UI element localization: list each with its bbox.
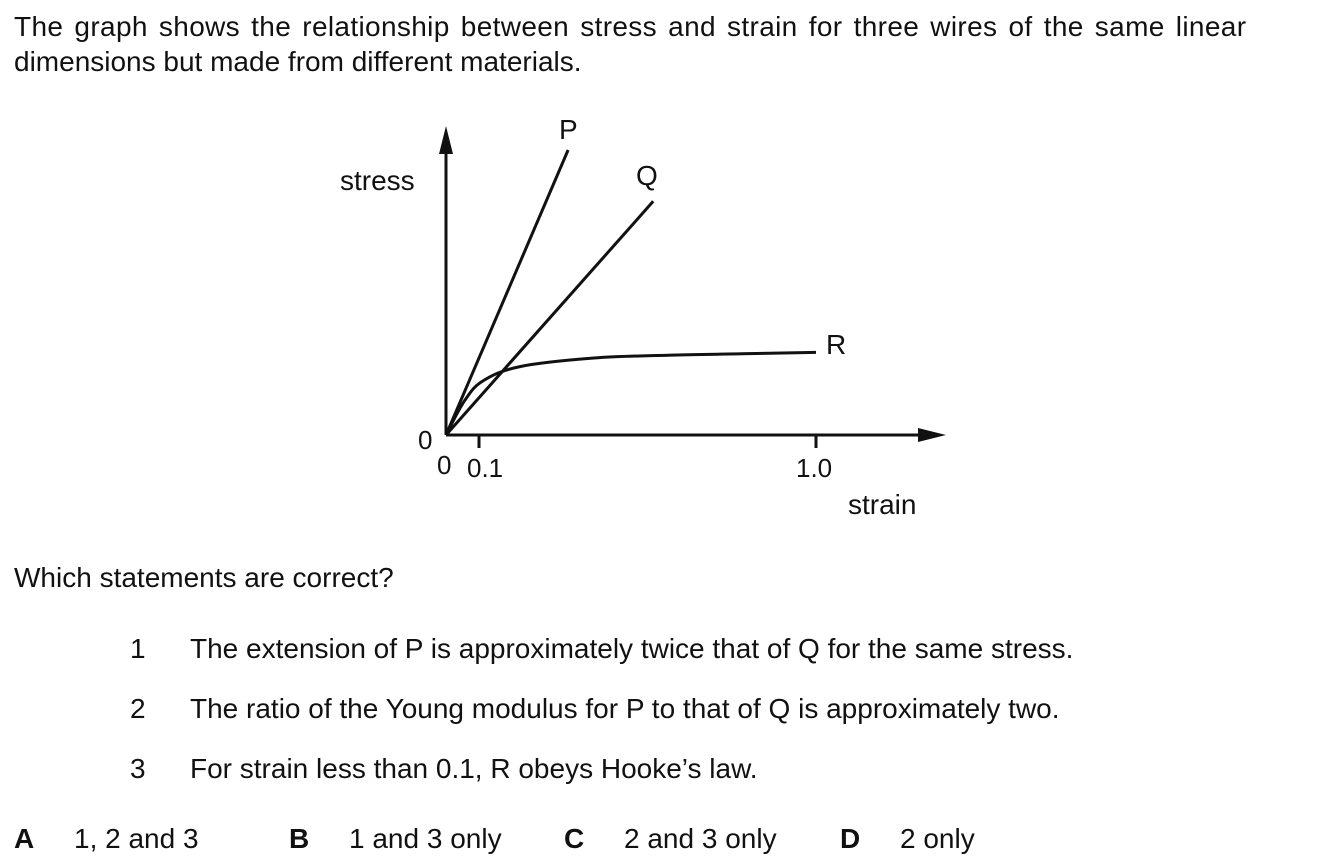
y-axis-arrowhead bbox=[439, 126, 453, 154]
y-axis-label: stress bbox=[340, 165, 415, 196]
x-origin-label: 0 bbox=[437, 450, 452, 480]
statement-2-number: 2 bbox=[130, 693, 146, 724]
option-c-letter: C bbox=[564, 823, 585, 854]
statement-2-text: The ratio of the Young modulus for P to that of Q is approximately two. bbox=[190, 693, 1060, 724]
question-prompt: Which statements are correct? bbox=[14, 562, 394, 593]
series-line-p bbox=[446, 150, 568, 435]
series-line-q bbox=[446, 201, 653, 435]
x-axis-label: strain bbox=[848, 489, 917, 520]
x-tick-label-0.1: 0.1 bbox=[467, 453, 504, 483]
option-a-letter: A bbox=[14, 823, 35, 854]
y-origin-label: 0 bbox=[418, 425, 433, 455]
option-d-letter: D bbox=[840, 823, 861, 854]
statement-3-text: For strain less than 0.1, R obeys Hooke’s law. bbox=[190, 753, 758, 784]
x-axis-arrowhead bbox=[918, 428, 946, 442]
question-intro-line-1: The graph shows the relationship between stress and strain for three wires of the same linear bbox=[14, 11, 1247, 42]
option-d-text: 2 only bbox=[900, 823, 975, 854]
statement-1-number: 1 bbox=[130, 633, 146, 664]
series-label-q: Q bbox=[636, 160, 658, 191]
series-line-r bbox=[446, 352, 816, 435]
series-label-p: P bbox=[559, 114, 578, 145]
series-label-r: R bbox=[826, 329, 847, 360]
statement-3-number: 3 bbox=[130, 753, 146, 784]
option-c-text: 2 and 3 only bbox=[624, 823, 777, 854]
x-tick-label-1.0: 1.0 bbox=[796, 453, 833, 483]
question-intro-line-2: dimensions but made from different materials. bbox=[14, 46, 582, 77]
option-a-text: 1, 2 and 3 bbox=[74, 823, 199, 854]
statement-1-text: The extension of P is approximately twice that of Q for the same stress. bbox=[190, 633, 1074, 664]
option-b-letter: B bbox=[289, 823, 310, 854]
option-b-text: 1 and 3 only bbox=[349, 823, 502, 854]
